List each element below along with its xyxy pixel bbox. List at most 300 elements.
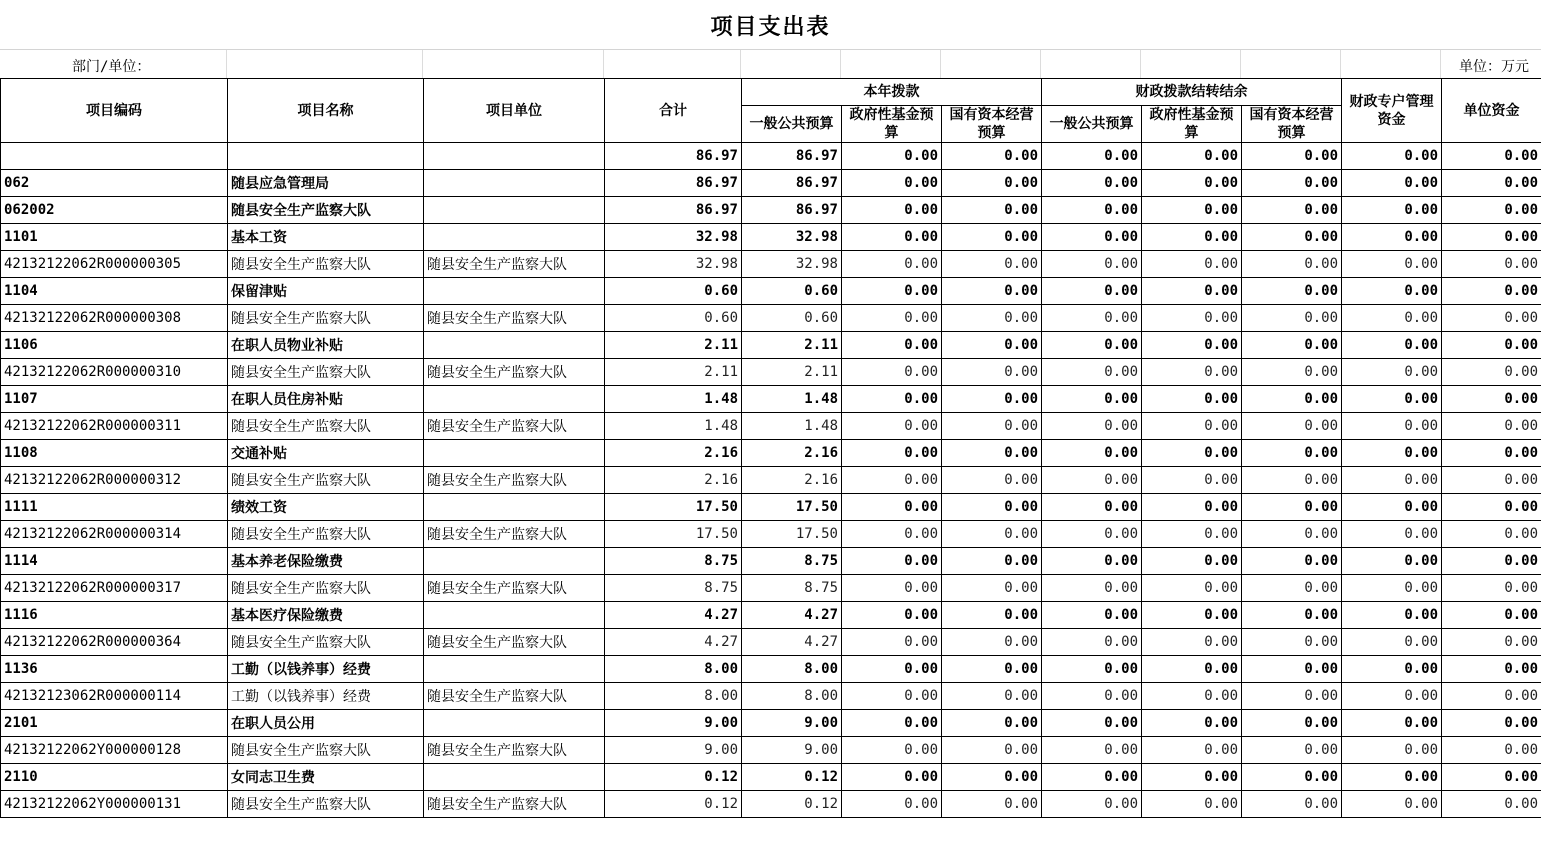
cell-amount[interactable]: 0.00 xyxy=(1342,386,1442,413)
cell-amount[interactable]: 0.00 xyxy=(1042,683,1142,710)
cell-amount[interactable]: 0.00 xyxy=(1442,251,1541,278)
cell-amount[interactable]: 0.60 xyxy=(742,305,842,332)
cell-amount[interactable]: 0.00 xyxy=(1442,278,1541,305)
cell-amount[interactable]: 0.00 xyxy=(942,359,1042,386)
cell-amount[interactable]: 0.00 xyxy=(1042,278,1142,305)
cell-amount[interactable]: 4.27 xyxy=(742,629,842,656)
cell-amount[interactable]: 0.00 xyxy=(1142,737,1242,764)
cell-amount[interactable]: 2.11 xyxy=(605,332,742,359)
cell-amount[interactable]: 0.00 xyxy=(1342,332,1442,359)
cell-amount[interactable]: 0.00 xyxy=(942,575,1042,602)
cell-amount[interactable]: 0.00 xyxy=(1242,548,1342,575)
cell-amount[interactable]: 1.48 xyxy=(742,413,842,440)
cell-amount[interactable]: 0.00 xyxy=(842,710,942,737)
cell-amount[interactable]: 0.00 xyxy=(942,143,1042,170)
cell-amount[interactable]: 0.12 xyxy=(605,791,742,818)
cell-amount[interactable]: 0.00 xyxy=(1342,143,1442,170)
cell-amount[interactable]: 0.00 xyxy=(842,332,942,359)
cell-name[interactable]: 工勤（以钱养事）经费 xyxy=(228,683,424,710)
cell-amount[interactable]: 0.00 xyxy=(842,278,942,305)
header-name[interactable]: 项目名称 xyxy=(228,79,424,143)
cell-amount[interactable]: 17.50 xyxy=(742,521,842,548)
cell-name[interactable]: 随县应急管理局 xyxy=(228,170,424,197)
meta-cell[interactable] xyxy=(941,50,1041,78)
cell-amount[interactable]: 0.00 xyxy=(1042,305,1142,332)
cell-amount[interactable]: 0.00 xyxy=(842,791,942,818)
cell-amount[interactable]: 0.00 xyxy=(1242,575,1342,602)
cell-amount[interactable]: 0.00 xyxy=(1342,305,1442,332)
cell-amount[interactable]: 2.16 xyxy=(742,440,842,467)
cell-code[interactable]: 1106 xyxy=(1,332,228,359)
cell-name[interactable]: 随县安全生产监察大队 xyxy=(228,467,424,494)
cell-amount[interactable]: 0.00 xyxy=(842,143,942,170)
cell-amount[interactable]: 0.00 xyxy=(842,197,942,224)
cell-name[interactable]: 基本医疗保险缴费 xyxy=(228,602,424,629)
cell-amount[interactable]: 0.00 xyxy=(842,629,942,656)
cell-amount[interactable]: 0.00 xyxy=(1242,710,1342,737)
cell-amount[interactable]: 0.00 xyxy=(1042,710,1142,737)
cell-amount[interactable]: 0.00 xyxy=(1442,170,1541,197)
cell-amount[interactable]: 4.27 xyxy=(605,602,742,629)
cell-amount[interactable]: 8.00 xyxy=(605,683,742,710)
cell-amount[interactable]: 0.00 xyxy=(1342,278,1442,305)
cell-amount[interactable]: 17.50 xyxy=(605,494,742,521)
cell-name[interactable]: 工勤（以钱养事）经费 xyxy=(228,656,424,683)
cell-amount[interactable]: 0.00 xyxy=(842,224,942,251)
cell-amount[interactable]: 0.00 xyxy=(1442,791,1541,818)
cell-amount[interactable]: 0.00 xyxy=(1342,683,1442,710)
cell-name[interactable]: 在职人员住房补贴 xyxy=(228,386,424,413)
cell-unit[interactable]: 随县安全生产监察大队 xyxy=(424,305,605,332)
cell-amount[interactable]: 32.98 xyxy=(605,251,742,278)
cell-amount[interactable]: 0.00 xyxy=(1442,359,1541,386)
cell-unit[interactable] xyxy=(424,386,605,413)
cell-amount[interactable]: 0.00 xyxy=(842,602,942,629)
cell-unit[interactable]: 随县安全生产监察大队 xyxy=(424,251,605,278)
cell-amount[interactable]: 32.98 xyxy=(605,224,742,251)
cell-code[interactable]: 42132122062R000000311 xyxy=(1,413,228,440)
cell-amount[interactable]: 0.00 xyxy=(1242,683,1342,710)
header-carry-state[interactable]: 国有资本经营预算 xyxy=(1242,106,1342,143)
cell-code[interactable]: 1104 xyxy=(1,278,228,305)
cell-code[interactable]: 42132122062R000000312 xyxy=(1,467,228,494)
cell-amount[interactable]: 0.00 xyxy=(1042,170,1142,197)
cell-amount[interactable]: 0.00 xyxy=(1142,467,1242,494)
cell-amount[interactable]: 0.12 xyxy=(742,764,842,791)
cell-amount[interactable]: 0.00 xyxy=(942,710,1042,737)
header-carry-gov[interactable]: 政府性基金预算 xyxy=(1142,106,1242,143)
cell-code[interactable]: 42132122062Y000000131 xyxy=(1,791,228,818)
cell-amount[interactable]: 2.16 xyxy=(605,467,742,494)
cell-amount[interactable]: 8.75 xyxy=(605,548,742,575)
cell-name[interactable]: 随县安全生产监察大队 xyxy=(228,359,424,386)
cell-amount[interactable]: 32.98 xyxy=(742,224,842,251)
meta-cell[interactable] xyxy=(227,50,423,78)
cell-amount[interactable]: 0.00 xyxy=(1142,710,1242,737)
meta-cell[interactable] xyxy=(841,50,941,78)
meta-cell[interactable] xyxy=(1141,50,1241,78)
cell-amount[interactable]: 0.00 xyxy=(1042,359,1142,386)
cell-unit[interactable]: 随县安全生产监察大队 xyxy=(424,467,605,494)
cell-amount[interactable]: 32.98 xyxy=(742,251,842,278)
cell-amount[interactable]: 0.00 xyxy=(1442,413,1541,440)
cell-code[interactable]: 1101 xyxy=(1,224,228,251)
cell-amount[interactable]: 0.00 xyxy=(1142,548,1242,575)
cell-amount[interactable]: 8.75 xyxy=(742,548,842,575)
cell-amount[interactable]: 0.00 xyxy=(842,170,942,197)
cell-amount[interactable]: 0.00 xyxy=(1442,467,1541,494)
cell-amount[interactable]: 0.00 xyxy=(1042,629,1142,656)
cell-amount[interactable]: 0.00 xyxy=(1042,386,1142,413)
cell-unit[interactable] xyxy=(424,710,605,737)
cell-amount[interactable]: 0.00 xyxy=(1342,629,1442,656)
header-carry-gen[interactable]: 一般公共预算 xyxy=(1042,106,1142,143)
cell-name[interactable]: 基本养老保险缴费 xyxy=(228,548,424,575)
cell-code[interactable]: 062002 xyxy=(1,197,228,224)
cell-amount[interactable]: 0.00 xyxy=(1242,197,1342,224)
cell-amount[interactable]: 0.00 xyxy=(942,602,1042,629)
cell-amount[interactable]: 9.00 xyxy=(605,737,742,764)
cell-code[interactable]: 1114 xyxy=(1,548,228,575)
cell-amount[interactable]: 0.00 xyxy=(1342,764,1442,791)
cell-unit[interactable] xyxy=(424,197,605,224)
cell-code[interactable]: 1107 xyxy=(1,386,228,413)
cell-amount[interactable]: 0.00 xyxy=(1442,224,1541,251)
header-group-carry[interactable]: 财政拨款结转结余 xyxy=(1042,79,1342,106)
cell-amount[interactable]: 0.00 xyxy=(1142,440,1242,467)
cell-code[interactable]: 42132122062R000000314 xyxy=(1,521,228,548)
cell-name[interactable]: 随县安全生产监察大队 xyxy=(228,791,424,818)
cell-amount[interactable]: 0.00 xyxy=(1342,224,1442,251)
cell-unit[interactable] xyxy=(424,143,605,170)
cell-amount[interactable]: 0.00 xyxy=(1342,494,1442,521)
cell-code[interactable]: 2101 xyxy=(1,710,228,737)
cell-name[interactable]: 在职人员物业补贴 xyxy=(228,332,424,359)
cell-amount[interactable]: 0.60 xyxy=(605,305,742,332)
cell-amount[interactable]: 0.12 xyxy=(605,764,742,791)
cell-amount[interactable]: 0.00 xyxy=(842,386,942,413)
cell-amount[interactable]: 0.00 xyxy=(1042,656,1142,683)
cell-amount[interactable]: 0.00 xyxy=(942,224,1042,251)
cell-unit[interactable] xyxy=(424,548,605,575)
cell-amount[interactable]: 0.00 xyxy=(942,494,1042,521)
cell-amount[interactable]: 0.00 xyxy=(1042,548,1142,575)
cell-amount[interactable]: 0.00 xyxy=(1042,602,1142,629)
cell-code[interactable]: 42132122062R000000364 xyxy=(1,629,228,656)
cell-amount[interactable]: 0.00 xyxy=(1142,791,1242,818)
cell-amount[interactable]: 0.00 xyxy=(1342,521,1442,548)
cell-name[interactable]: 随县安全生产监察大队 xyxy=(228,521,424,548)
cell-amount[interactable]: 0.00 xyxy=(1042,143,1142,170)
cell-amount[interactable]: 0.00 xyxy=(1242,494,1342,521)
cell-amount[interactable]: 0.00 xyxy=(1342,440,1442,467)
cell-amount[interactable]: 0.00 xyxy=(1042,737,1142,764)
cell-name[interactable]: 随县安全生产监察大队 xyxy=(228,575,424,602)
cell-amount[interactable]: 0.00 xyxy=(842,413,942,440)
cell-amount[interactable]: 0.00 xyxy=(942,467,1042,494)
cell-unit[interactable]: 随县安全生产监察大队 xyxy=(424,629,605,656)
cell-amount[interactable]: 0.00 xyxy=(1242,602,1342,629)
header-code[interactable]: 项目编码 xyxy=(1,79,228,143)
cell-amount[interactable]: 0.00 xyxy=(942,305,1042,332)
cell-amount[interactable]: 1.48 xyxy=(742,386,842,413)
cell-amount[interactable]: 0.00 xyxy=(1142,224,1242,251)
cell-code[interactable]: 1116 xyxy=(1,602,228,629)
cell-amount[interactable]: 0.00 xyxy=(842,683,942,710)
cell-amount[interactable]: 0.00 xyxy=(1342,602,1442,629)
cell-amount[interactable]: 0.00 xyxy=(1342,737,1442,764)
cell-amount[interactable]: 0.00 xyxy=(942,413,1042,440)
cell-amount[interactable]: 0.00 xyxy=(1242,764,1342,791)
cell-amount[interactable]: 0.00 xyxy=(1042,575,1142,602)
cell-amount[interactable]: 0.00 xyxy=(1142,764,1242,791)
cell-amount[interactable]: 0.00 xyxy=(1342,170,1442,197)
cell-amount[interactable]: 0.00 xyxy=(1142,197,1242,224)
cell-amount[interactable]: 0.60 xyxy=(605,278,742,305)
cell-amount[interactable]: 86.97 xyxy=(742,170,842,197)
cell-code[interactable]: 42132123062R000000114 xyxy=(1,683,228,710)
cell-unit[interactable]: 随县安全生产监察大队 xyxy=(424,413,605,440)
cell-amount[interactable]: 0.00 xyxy=(1042,413,1142,440)
cell-code[interactable]: 1108 xyxy=(1,440,228,467)
meta-cell[interactable] xyxy=(1241,50,1341,78)
cell-amount[interactable]: 8.75 xyxy=(605,575,742,602)
cell-amount[interactable]: 0.00 xyxy=(1042,494,1142,521)
cell-unit[interactable]: 随县安全生产监察大队 xyxy=(424,575,605,602)
cell-amount[interactable]: 0.00 xyxy=(1142,575,1242,602)
cell-amount[interactable]: 0.00 xyxy=(1042,197,1142,224)
cell-amount[interactable]: 2.11 xyxy=(742,332,842,359)
cell-amount[interactable]: 0.00 xyxy=(842,467,942,494)
cell-amount[interactable]: 0.00 xyxy=(942,764,1042,791)
cell-unit[interactable] xyxy=(424,278,605,305)
cell-amount[interactable]: 0.00 xyxy=(1342,197,1442,224)
cell-unit[interactable] xyxy=(424,224,605,251)
cell-amount[interactable]: 0.00 xyxy=(1342,710,1442,737)
cell-amount[interactable]: 0.00 xyxy=(942,278,1042,305)
cell-name[interactable]: 随县安全生产监察大队 xyxy=(228,305,424,332)
cell-amount[interactable]: 0.00 xyxy=(1242,305,1342,332)
cell-amount[interactable]: 0.00 xyxy=(942,629,1042,656)
cell-amount[interactable]: 0.00 xyxy=(942,251,1042,278)
cell-amount[interactable]: 0.00 xyxy=(1042,764,1142,791)
cell-amount[interactable]: 86.97 xyxy=(742,197,842,224)
cell-amount[interactable]: 8.00 xyxy=(605,656,742,683)
cell-amount[interactable]: 0.00 xyxy=(1342,359,1442,386)
cell-amount[interactable]: 0.00 xyxy=(1242,791,1342,818)
cell-amount[interactable]: 0.00 xyxy=(842,494,942,521)
cell-amount[interactable]: 0.00 xyxy=(1142,359,1242,386)
cell-code[interactable]: 1111 xyxy=(1,494,228,521)
cell-amount[interactable]: 0.00 xyxy=(1242,143,1342,170)
cell-name[interactable]: 交通补贴 xyxy=(228,440,424,467)
cell-amount[interactable]: 0.00 xyxy=(1442,521,1541,548)
cell-amount[interactable]: 0.00 xyxy=(842,305,942,332)
cell-amount[interactable]: 0.00 xyxy=(1442,575,1541,602)
cell-amount[interactable]: 0.00 xyxy=(1142,170,1242,197)
header-unit[interactable]: 项目单位 xyxy=(424,79,605,143)
header-gov-fund[interactable]: 政府性基金预算 xyxy=(842,106,942,143)
cell-amount[interactable]: 0.00 xyxy=(1142,656,1242,683)
cell-amount[interactable]: 0.00 xyxy=(1142,386,1242,413)
cell-amount[interactable]: 1.48 xyxy=(605,413,742,440)
cell-amount[interactable]: 0.00 xyxy=(1442,386,1541,413)
cell-amount[interactable]: 0.00 xyxy=(942,656,1042,683)
cell-amount[interactable]: 0.00 xyxy=(1442,548,1541,575)
cell-amount[interactable]: 0.00 xyxy=(1242,467,1342,494)
cell-amount[interactable]: 0.00 xyxy=(1442,683,1541,710)
cell-amount[interactable]: 0.00 xyxy=(842,575,942,602)
cell-amount[interactable]: 4.27 xyxy=(742,602,842,629)
cell-name[interactable] xyxy=(228,143,424,170)
cell-amount[interactable]: 0.00 xyxy=(942,440,1042,467)
cell-amount[interactable]: 0.00 xyxy=(1242,251,1342,278)
cell-amount[interactable]: 0.00 xyxy=(1242,224,1342,251)
cell-name[interactable]: 随县安全生产监察大队 xyxy=(228,197,424,224)
cell-amount[interactable]: 0.00 xyxy=(1242,656,1342,683)
cell-name[interactable]: 基本工资 xyxy=(228,224,424,251)
cell-amount[interactable]: 0.00 xyxy=(842,359,942,386)
cell-name[interactable]: 随县安全生产监察大队 xyxy=(228,251,424,278)
cell-amount[interactable]: 0.00 xyxy=(1442,305,1541,332)
cell-amount[interactable]: 86.97 xyxy=(605,170,742,197)
cell-amount[interactable]: 8.00 xyxy=(742,683,842,710)
cell-unit[interactable]: 随县安全生产监察大队 xyxy=(424,791,605,818)
cell-name[interactable]: 保留津贴 xyxy=(228,278,424,305)
cell-amount[interactable]: 0.00 xyxy=(842,440,942,467)
cell-amount[interactable]: 0.00 xyxy=(1042,251,1142,278)
cell-amount[interactable]: 0.00 xyxy=(1242,170,1342,197)
header-own-funds[interactable]: 单位资金 xyxy=(1442,79,1541,143)
cell-amount[interactable]: 0.00 xyxy=(1242,278,1342,305)
cell-amount[interactable]: 0.00 xyxy=(842,548,942,575)
cell-amount[interactable]: 0.00 xyxy=(1242,440,1342,467)
cell-amount[interactable]: 0.00 xyxy=(1442,629,1541,656)
cell-amount[interactable]: 0.00 xyxy=(1342,548,1442,575)
cell-name[interactable]: 在职人员公用 xyxy=(228,710,424,737)
cell-amount[interactable]: 0.00 xyxy=(1142,521,1242,548)
cell-amount[interactable]: 9.00 xyxy=(742,737,842,764)
cell-amount[interactable]: 0.00 xyxy=(1242,737,1342,764)
cell-name[interactable]: 随县安全生产监察大队 xyxy=(228,737,424,764)
header-state-capital[interactable]: 国有资本经营预算 xyxy=(942,106,1042,143)
cell-amount[interactable]: 1.48 xyxy=(605,386,742,413)
header-special[interactable]: 财政专户管理资金 xyxy=(1342,79,1442,143)
cell-amount[interactable]: 0.00 xyxy=(942,197,1042,224)
cell-amount[interactable]: 0.00 xyxy=(842,251,942,278)
cell-code[interactable] xyxy=(1,143,228,170)
cell-code[interactable]: 42132122062R000000310 xyxy=(1,359,228,386)
cell-amount[interactable]: 9.00 xyxy=(742,710,842,737)
cell-code[interactable]: 42132122062R000000317 xyxy=(1,575,228,602)
cell-code[interactable]: 42132122062R000000305 xyxy=(1,251,228,278)
cell-amount[interactable]: 0.00 xyxy=(942,521,1042,548)
meta-cell[interactable] xyxy=(741,50,841,78)
cell-amount[interactable]: 0.00 xyxy=(842,737,942,764)
cell-amount[interactable]: 0.00 xyxy=(1042,521,1142,548)
cell-amount[interactable]: 0.00 xyxy=(942,683,1042,710)
cell-amount[interactable]: 9.00 xyxy=(605,710,742,737)
cell-code[interactable]: 2110 xyxy=(1,764,228,791)
cell-amount[interactable]: 0.00 xyxy=(1442,656,1541,683)
cell-amount[interactable]: 2.11 xyxy=(605,359,742,386)
cell-amount[interactable]: 86.97 xyxy=(605,197,742,224)
cell-amount[interactable]: 0.00 xyxy=(1142,305,1242,332)
cell-amount[interactable]: 0.00 xyxy=(1442,710,1541,737)
cell-amount[interactable]: 0.00 xyxy=(842,521,942,548)
cell-amount[interactable]: 0.00 xyxy=(1242,629,1342,656)
cell-amount[interactable]: 86.97 xyxy=(605,143,742,170)
cell-amount[interactable]: 4.27 xyxy=(605,629,742,656)
cell-amount[interactable]: 0.00 xyxy=(1042,791,1142,818)
cell-amount[interactable]: 0.00 xyxy=(1342,251,1442,278)
cell-amount[interactable]: 0.00 xyxy=(1042,440,1142,467)
cell-amount[interactable]: 0.00 xyxy=(1142,332,1242,359)
cell-amount[interactable]: 0.00 xyxy=(1342,575,1442,602)
cell-amount[interactable]: 0.00 xyxy=(942,548,1042,575)
cell-name[interactable]: 随县安全生产监察大队 xyxy=(228,629,424,656)
cell-amount[interactable]: 0.00 xyxy=(1242,413,1342,440)
cell-amount[interactable]: 0.00 xyxy=(1442,602,1541,629)
cell-amount[interactable]: 0.00 xyxy=(842,656,942,683)
cell-amount[interactable]: 0.00 xyxy=(942,170,1042,197)
cell-amount[interactable]: 0.00 xyxy=(1042,467,1142,494)
cell-amount[interactable]: 0.00 xyxy=(1342,656,1442,683)
cell-unit[interactable] xyxy=(424,602,605,629)
cell-unit[interactable] xyxy=(424,440,605,467)
cell-amount[interactable]: 0.00 xyxy=(1442,440,1541,467)
cell-amount[interactable]: 8.00 xyxy=(742,656,842,683)
cell-amount[interactable]: 0.00 xyxy=(1142,602,1242,629)
cell-amount[interactable]: 0.00 xyxy=(1242,386,1342,413)
cell-code[interactable]: 1136 xyxy=(1,656,228,683)
cell-code[interactable]: 062 xyxy=(1,170,228,197)
cell-amount[interactable]: 0.60 xyxy=(742,278,842,305)
cell-amount[interactable]: 17.50 xyxy=(605,521,742,548)
cell-amount[interactable]: 0.00 xyxy=(1142,278,1242,305)
cell-amount[interactable]: 0.12 xyxy=(742,791,842,818)
cell-amount[interactable]: 0.00 xyxy=(1242,332,1342,359)
cell-amount[interactable]: 0.00 xyxy=(1142,413,1242,440)
cell-name[interactable]: 随县安全生产监察大队 xyxy=(228,413,424,440)
meta-cell[interactable] xyxy=(1041,50,1141,78)
cell-amount[interactable]: 0.00 xyxy=(1342,467,1442,494)
cell-name[interactable]: 绩效工资 xyxy=(228,494,424,521)
cell-amount[interactable]: 0.00 xyxy=(1142,251,1242,278)
meta-cell[interactable] xyxy=(1341,50,1441,78)
cell-amount[interactable]: 0.00 xyxy=(1342,413,1442,440)
cell-amount[interactable]: 0.00 xyxy=(1142,494,1242,521)
cell-amount[interactable]: 0.00 xyxy=(942,332,1042,359)
cell-unit[interactable]: 随县安全生产监察大队 xyxy=(424,737,605,764)
cell-amount[interactable]: 0.00 xyxy=(1442,332,1541,359)
meta-cell[interactable] xyxy=(423,50,604,78)
cell-amount[interactable]: 2.16 xyxy=(742,467,842,494)
cell-amount[interactable]: 17.50 xyxy=(742,494,842,521)
cell-unit[interactable] xyxy=(424,170,605,197)
cell-amount[interactable]: 86.97 xyxy=(742,143,842,170)
cell-amount[interactable]: 8.75 xyxy=(742,575,842,602)
cell-code[interactable]: 42132122062R000000308 xyxy=(1,305,228,332)
cell-amount[interactable]: 0.00 xyxy=(942,386,1042,413)
cell-unit[interactable]: 随县安全生产监察大队 xyxy=(424,521,605,548)
cell-amount[interactable]: 0.00 xyxy=(1242,359,1342,386)
header-group-current[interactable]: 本年拨款 xyxy=(742,79,1042,106)
cell-unit[interactable] xyxy=(424,494,605,521)
cell-unit[interactable] xyxy=(424,764,605,791)
cell-amount[interactable]: 0.00 xyxy=(1442,494,1541,521)
cell-amount[interactable]: 2.16 xyxy=(605,440,742,467)
